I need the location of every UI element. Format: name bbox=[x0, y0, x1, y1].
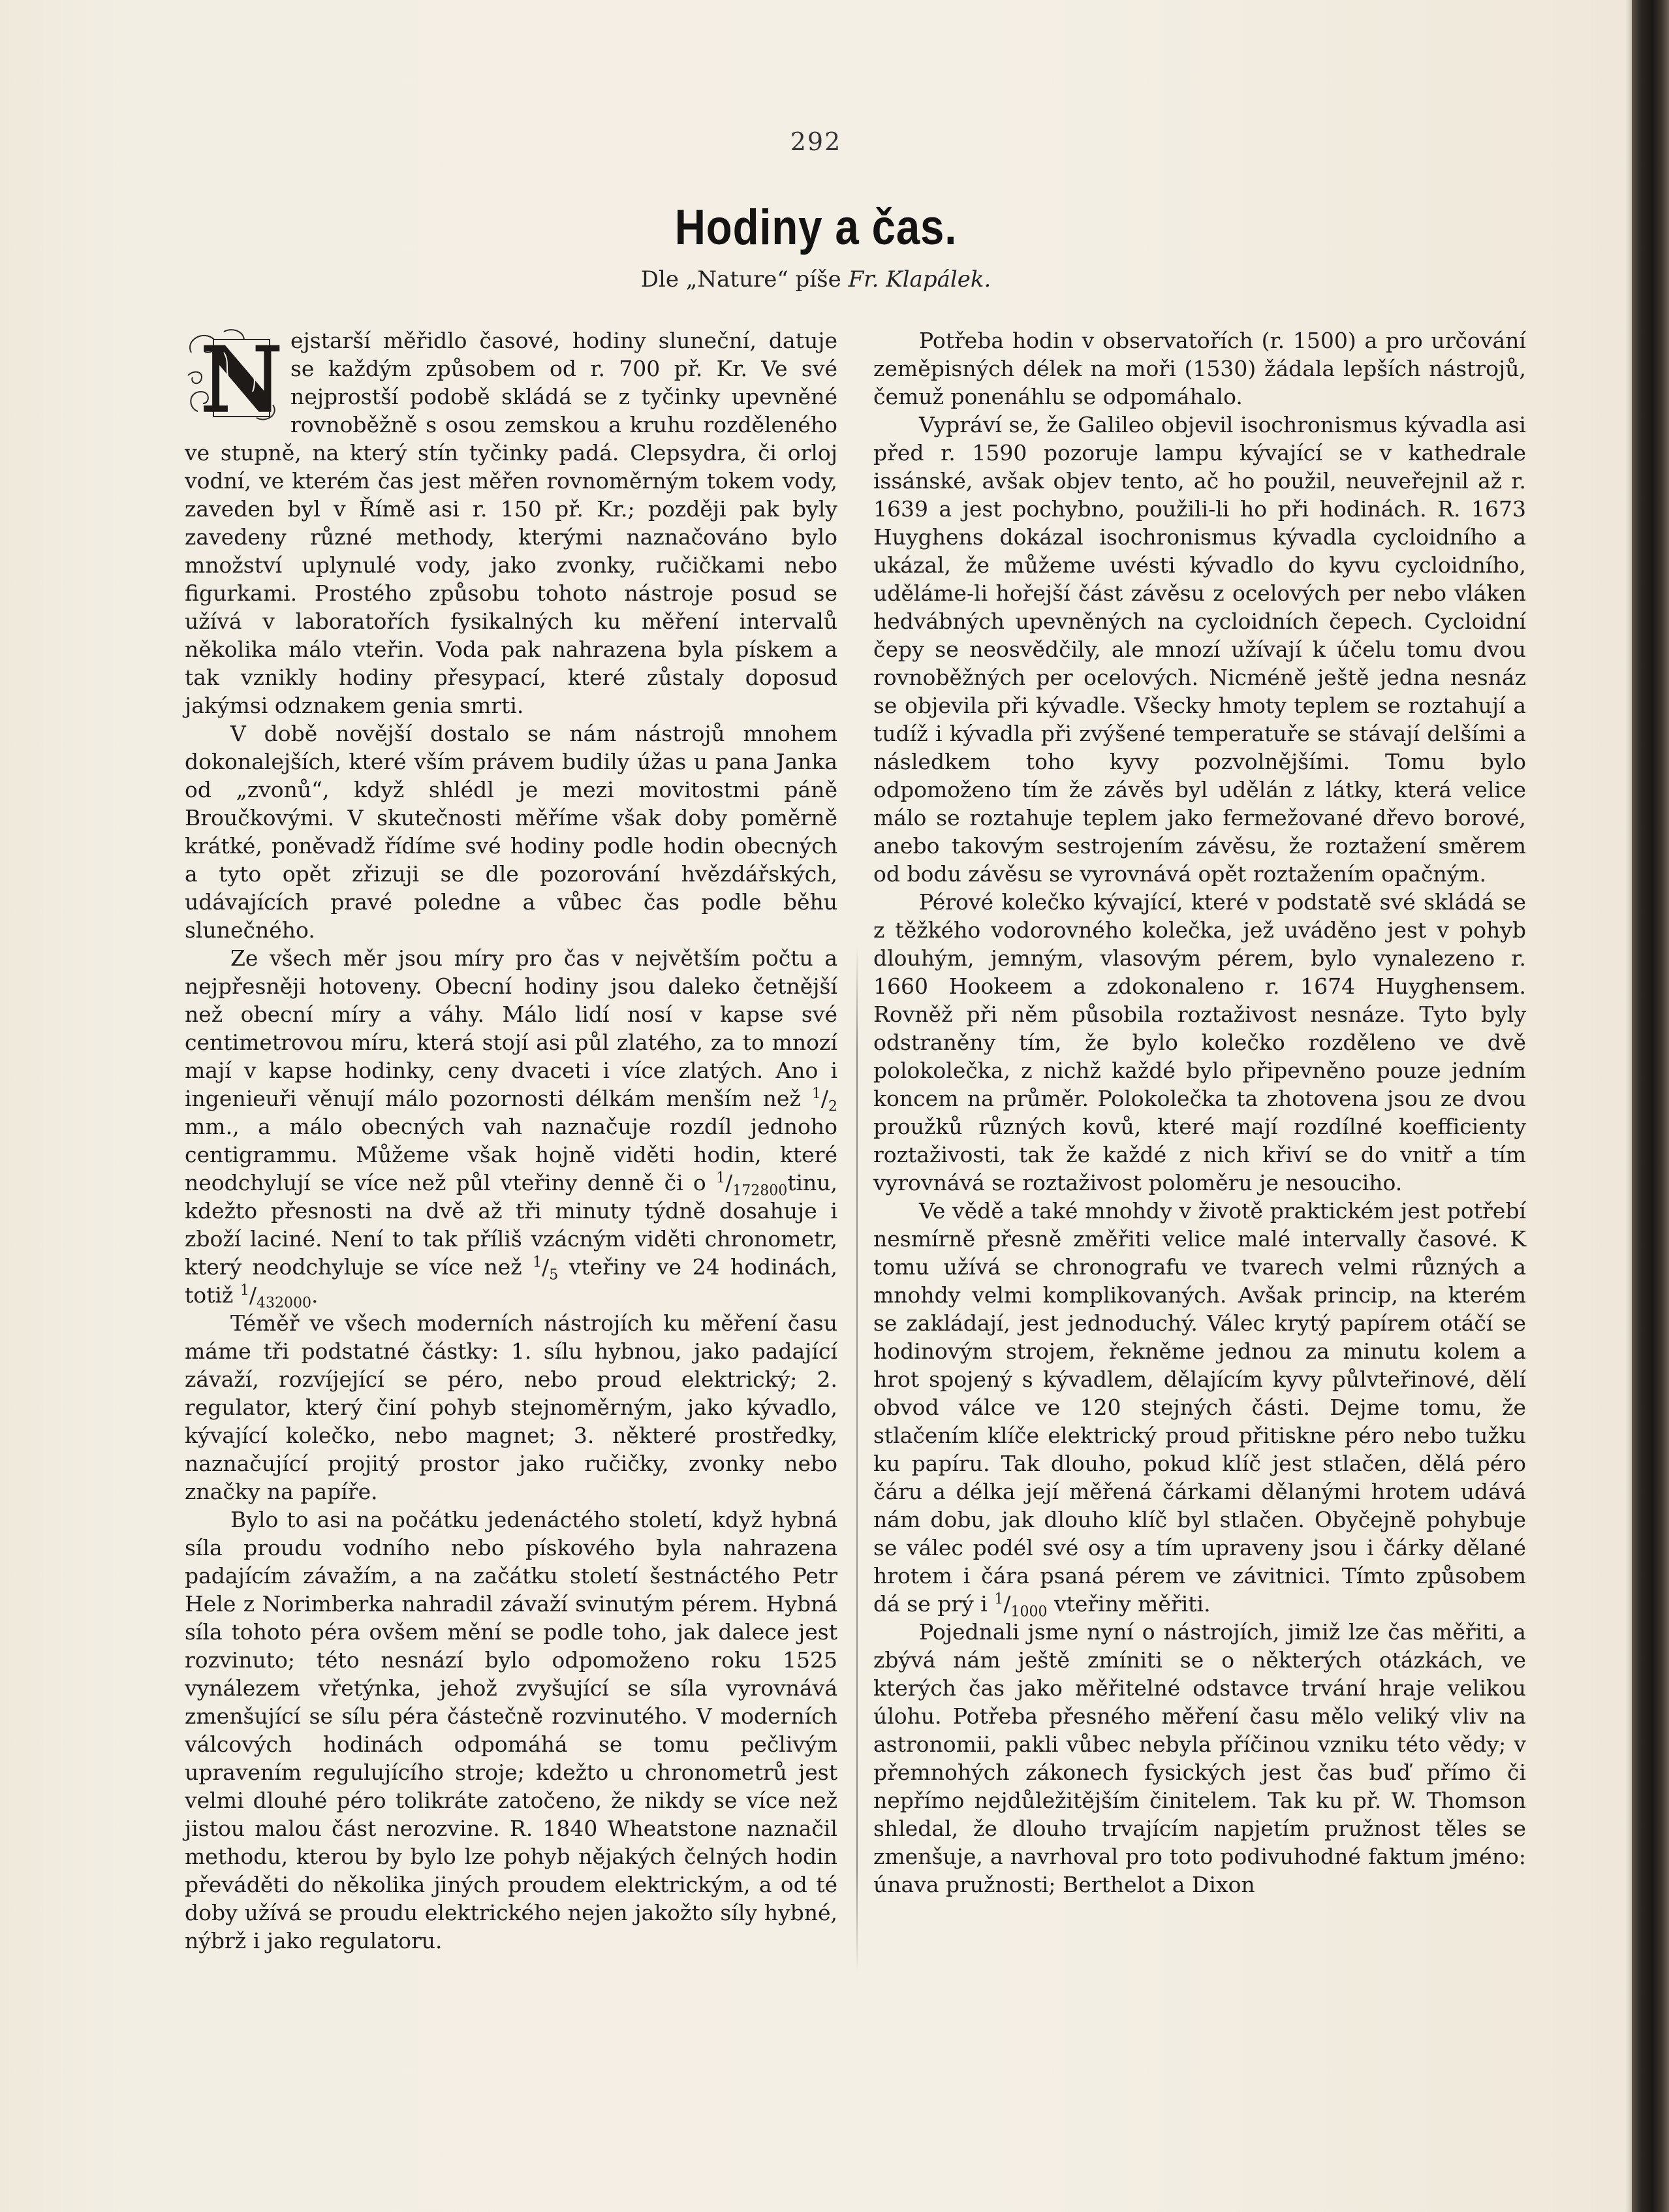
paragraph: Ze všech měr jsou míry pro čas v největším počtu a nejpřesněji hotoveny. Obecní hodiny jsou daleko četnější než obecní míry a váhy. Málo lidí nosí v kapse své centimetrovou míru, která stojí asi půl zlatého, za to mnozí mají v kapse hodinky, ceny dvaceti i více zlatých. Ano i ingenieuři věnují málo pozornosti délkám menším než $^1/_2$ mm., a málo obecných vah naznačuje rozdíl jednoho centigrammu. Můžeme však hojně viděti hodin, které neodchylují se více než půl vteřiny denně či o $^1/_{172800}tinu$, kdežto přesnosti na dvě až tři minuty týdně dosahuje i zboží laciné. Není to tak příliš vzácným viděti chronometr, který neodchyluje se více než $^1/_5$ vteřiny ve 24 hodinách, totiž $^1/_{432000}$. bbox=[185, 945, 837, 1312]
fraction-numerator: 1 bbox=[811, 1086, 821, 1102]
paragraph: Pojednali jsme nyní o nástrojích, jimiž lze čas měřiti, a zbývá nám ještě zmíniti se o některých otázkách, ve kterých čas jako měřitelné odstavce trvání hraje velikou úlohu. Potřeba přesného měření času mělo veliký vliv na astronomii, pakli vůbec nebyla příčinou vzniku této vědy; v přemnohých zákonech fysických jest čas buď přímo či nepřímo nejdůležitějším činitelem. Tak ku př. W. Thomson shledal, že dlouho trvajícím napjetím pružnost těles se zmenšuje, a navrhoval pro toto podivuhodné faktum jméno: únava pružnosti; Berthelot a Dixon bbox=[873, 1619, 1526, 1897]
text-run: mm., a málo obecných vah naznačuje rozdíl jednoho centigrammu. Můžeme však hojně viděti hodin, které neodchylují se více než půl vteřiny denně či o bbox=[185, 1114, 837, 1195]
fraction-denominator: 1000 bbox=[1010, 1604, 1048, 1620]
paragraph: Pérové kolečko kývající, které v podstatě své skládá se z těžkého vodorovného kolečka, jež uváděno jest v pohyb dlouhým, jemným, vlasovým pérem, bylo vynalezeno r. 1660 Hookeem a zdokonaleno r. 1674 Huyghensem. Rovněž při něm působila roztaživost nesnáze. Tyto byly odstraněny tím, že bylo kolečko rozděleno ve dvě polokolečka, z nichž každé bylo připevněno pouze jedním koncem na průměr. Polokolečka ta zhotovena jsou ze dvou proužků různých kovů, které mají rozdílné koefficienty roztaživosti, tak že každé z nich křiví se do vnitř a tím vyrovnává se roztaživost poloměru je nesouciho. bbox=[873, 889, 1526, 1195]
fraction-numerator: 1 bbox=[533, 1254, 542, 1271]
text-run: vteřiny ve 24 hodinách, totiž bbox=[185, 1254, 837, 1308]
ornamental-dropcap bbox=[185, 326, 283, 424]
dropcap-letter: N bbox=[200, 326, 283, 424]
text-run: Ze všech měr jsou míry pro čas v největším počtu a nejpřesněji hotoveny. Obecní hodiny jsou daleko četnější než obecní míry a váhy. Málo lidí nosí v kapse své centimetrovou míru, která stojí asi půl zlatého, za to mnozí mají v kapse hodinky, ceny dvaceti i více zlatých. Ano i ingenieuři věnují málo pozornosti délkám menším než bbox=[185, 945, 837, 1111]
paragraph: Téměř ve všech moderních nástrojích ku měření času máme tři podstatné částky: 1. sílu hybnou, jako padající závaží, rozvíjející se péro, nebo proud elektrický; 2. regulator, který činí pohyb stejnoměrným, jako kývadlo, kývající kolečko, nebo magnet; 3. některé prostředky, naznačující projitý prostor jako ručičky, zvonky nebo značky na papíře. bbox=[185, 1310, 837, 1504]
text-run: Ve vědě a také mnohdy v životě praktickém jest potřebí nesmírně přesně změřiti velice malé intervally časové. K tomu užívá se chronografu ve tvarech velmi různých a mnohdy velmi komplikovaných. Avšak princip, na kterém se zakládají, jest jednoduchý. Válec krytý papírem otáčí se hodinovým strojem, řekněme jednou za minutu kolem a hrot spojený s kývadlem, dělajícím kyvy půlvteřinové, dělí obvod válce ve 120 stejných části. Dejme tomu, že stlačením klíče elektrický proud přitiskne péro nebo tužku ku papíru. Tak dlouho, pokud klíč jest stlačen, dělá péro čáru a délka její měřená čárkami dělanými hrotem udává nám dobu, jak dlouho klíč byl stlačen. Obyčejně pohybuje se válec podél své osy a tím upraveny jsou i čárky dělané hrotem i čára psaná pérem ve závitnici. Tímto způsobem dá se prý i bbox=[873, 1198, 1526, 1617]
text-run: tinu, kdežto přesnosti na dvě až tři minuty týdně dosahuje i zboží laciné. Není to tak příliš vzácným viděti chronometr, který neodchyluje se více než bbox=[185, 1170, 837, 1280]
dropcap-ornament-icon bbox=[185, 326, 283, 424]
byline-author: Fr. Klapálek. bbox=[848, 266, 991, 292]
page-number: 292 bbox=[790, 127, 842, 156]
fraction-denominator: 172800 bbox=[732, 1182, 788, 1199]
byline bbox=[0, 266, 1632, 292]
paragraph bbox=[185, 326, 837, 719]
fraction-denominator: 5 bbox=[549, 1267, 559, 1284]
fraction-numerator: 1 bbox=[716, 1170, 726, 1186]
book-binding-edge bbox=[1632, 0, 1669, 2212]
byline-prefix: Dle „Nature“ píše bbox=[640, 266, 841, 292]
paragraph: Vypráví se, že Galileo objevil isochronismus kývadla asi před r. 1590 pozoruje lampu kývající se v kathedrale issánské, avšak objev tento, ač ho použil, neuveřejnil až r. 1639 a jest pochybno, použili-li ho při hodinách. R. 1673 Huyghens dokázal isochronismus kývadla cycloidního a ukázal, že můžeme uvésti kývadlo do kyvu cycloidního, uděláme-li hořejší část závěsu z ocelových per nebo vláken hedvábných upevněných na cycloidních čepech. Cycloidní čepy se neosvědčily, ale mnozí užívají k účelu tomu dvou rovnoběžných per ocelových. Nicméně ještě jedna nesnáz se objevila při kývadle. Všecky hmoty teplem se roztahují a tudíž i kývadla při zvýšené temperatuře se stávají delšími a následkem toho kyvy pozvolnějšími. Tomu bylo odpomoženo tím že závěs byl udělán z látky, která velice málo se roztahuje teplem jako fermežované dřevo borové, anebo takovým sestrojením závěsu, že roztažení směrem od bodu závěsu se vyrovnává opět roztažením opačným. bbox=[873, 412, 1526, 887]
column-divider bbox=[856, 947, 858, 1972]
paragraph: V době novější dostalo se nám nástrojů mnohem dokonalejších, které vším právem budily úžas u pana Janka od „zvonů“, když shlédl je mezi movitostmi páně Broučkovými. V skutečnosti měříme však doby poměrně krátké, poněvadž řídíme své hodiny podle hodin obecných a tyto opět zřizuji se dle pozorování hvězdářských, udávajících pravé poledne a vůbec čas podle běhu slunečného. bbox=[185, 721, 837, 943]
fraction-numerator: 1 bbox=[240, 1282, 249, 1299]
article-title: Hodiny a čas. bbox=[674, 200, 958, 255]
paragraph: Potřeba hodin v observatořích (r. 1500) a pro určování zeměpisných délek na moři (1530) žádala lepších nástrojů, čemuž ponenáhlu se odpomáhalo. bbox=[873, 328, 1526, 409]
left-column bbox=[185, 326, 837, 1955]
paragraph: Ve vědě a také mnohdy v životě praktickém jest potřebí nesmírně přesně změřiti velice malé intervally časové. K tomu užívá se chronografu ve tvarech velmi různých a mnohdy velmi komplikovaných. Avšak princip, na kterém se zakládají, jest jednoduchý. Válec krytý papírem otáčí se hodinovým strojem, řekněme jednou za minutu kolem a hrot spojený s kývadlem, dělajícím kyvy půlvteřinové, dělí obvod válce ve 120 stejných části. Dejme tomu, že stlačením klíče elektrický proud přitiskne péro nebo tužku ku papíru. Tak dlouho, pokud klíč jest stlačen, dělá péro čáru a délka její měřená čárkami dělanými hrotem udává nám dobu, jak dlouho klíč byl stlačen. Obyčejně pohybuje se válec podél své osy a tím upraveny jsou i čárky dělané hrotem i čára psaná pérem ve závitnici. Tímto způsobem dá se prý i $^1/_{1000}$ vteřiny měřiti. bbox=[873, 1198, 1526, 1620]
paragraph: Bylo to asi na počátku jedenáctého století, když hybná síla proudu vodního nebo pískového byla nahrazena padajícím závažím, a na začátku století šestnáctého Petr Hele z Norimberka nahradil závaží svinutým pérem. Hybná síla tohoto péra ovšem mění se podle toho, jak dalece jest rozvinuto; této nesnází bylo odpomoženo roku 1525 vynálezem vřetýnka, jehož zvyšující se síla vyrovnává zmenšující se sílu péra částečně rozvinutého. V moderních válcových hodinách odpomáhá se tomu pečlivým upravením regulujícího stroje; kdežto u chronometrů jest velmi dlouhé péro tolikráte zatočeno, že nikdy se více než jistou malou část nerozvine. R. 1840 Wheatstone naznačil methodu, kterou by bylo lze pohyb nějakých čelných hodin převáděti do několika jiných proudem elektrickým, a od té doby užívá se proudu elektrického nejen jakožto síly hybné, nýbrž i jako regulatoru. bbox=[185, 1507, 837, 1953]
paragraph-text: ejstarší měřidlo časové, hodiny sluneční, datuje se každým způsobem od r. 700 př. Kr. Ve své nejprostší podobě skládá se z tyčinky upevněné rovnoběžně s osou zemskou a kruhu rozděleného ve stupně, na který stín tyčinky padá. Clepsydra, či orloj vodní, ve kterém čas jest měřen rovnoměrným tokem vody, zaveden byl v Římě asi r. 150 př. Kr.; později pak byly zavedeny různé methody, kterými naznačováno bylo množství uplynulé vody, jako zvonky, ručičkami nebo figurkami. Prostého způsobu tohoto nástroje posud se užívá v laboratořích fysikalných ku měření intervalů několika málo vteřin. Voda pak nahrazena byla pískem a tak vznikly hodiny přesypací, které zůstaly doposud jakýmsi odznakem genia smrti. bbox=[185, 328, 837, 718]
right-column bbox=[873, 326, 1526, 1899]
text-run: vteřiny měřiti. bbox=[1053, 1591, 1211, 1617]
fraction-numerator: 1 bbox=[994, 1591, 1004, 1607]
fraction-denominator: 432000 bbox=[256, 1295, 311, 1312]
fraction-denominator: 2 bbox=[828, 1098, 837, 1115]
text-run: . bbox=[311, 1282, 319, 1308]
